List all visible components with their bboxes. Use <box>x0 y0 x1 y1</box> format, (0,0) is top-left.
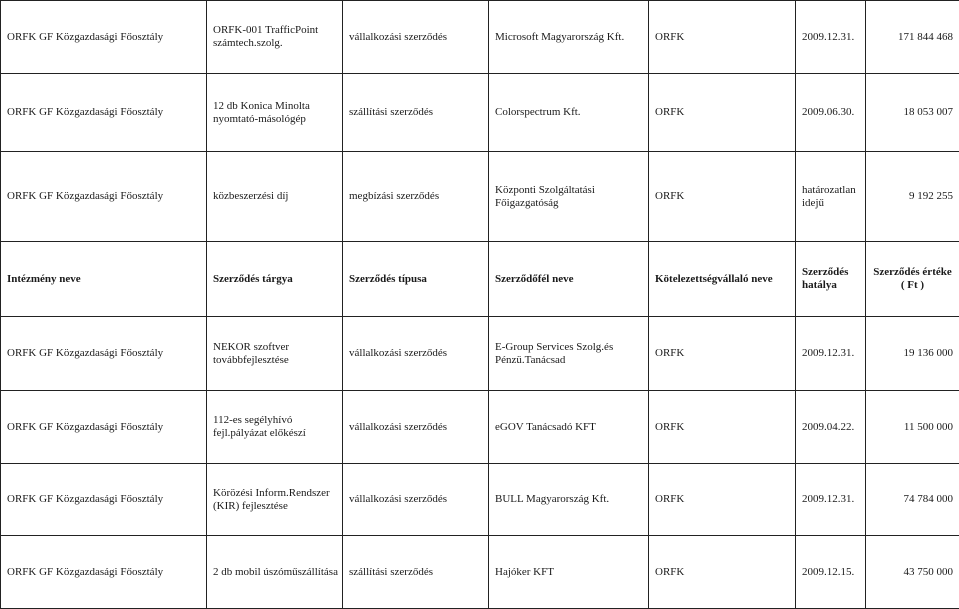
subject-cell: 112-es segélyhívó fejl.pályázat előkészí <box>207 391 343 464</box>
table-row <box>1 152 959 242</box>
table-header-row <box>1 242 959 317</box>
institution-cell: ORFK GF Közgazdasági Főosztály <box>1 317 207 391</box>
party-cell: Microsoft Magyarország Kft. <box>489 1 649 74</box>
value-cell: 43 750 000 <box>866 536 959 609</box>
value-cell: 171 844 468 <box>866 1 959 74</box>
institution-cell: ORFK GF Közgazdasági Főosztály <box>1 74 207 152</box>
party-cell: Központi Szolgáltatási Főigazgatóság <box>489 152 649 242</box>
header-obligor: Kötelezettségvállaló neve <box>649 242 796 317</box>
header-party: Szerződőfél neve <box>489 242 649 317</box>
contract-type-cell: vállalkozási szerződés <box>343 317 489 391</box>
validity-cell: 2009.12.31. <box>796 464 866 536</box>
value-cell: 18 053 007 <box>866 74 959 152</box>
contract-type-cell: vállalkozási szerződés <box>343 1 489 74</box>
obligor-cell: ORFK <box>649 74 796 152</box>
subject-cell: ORFK-001 TrafficPoint számtech.szolg. <box>207 1 343 74</box>
subject-cell: közbeszerzési díj <box>207 152 343 242</box>
validity-cell: 2009.04.22. <box>796 391 866 464</box>
institution-cell: ORFK GF Közgazdasági Főosztály <box>1 464 207 536</box>
contract-type-cell: szállítási szerződés <box>343 536 489 609</box>
contract-type-cell: vállalkozási szerződés <box>343 391 489 464</box>
validity-cell: 2009.12.31. <box>796 1 866 74</box>
obligor-cell: ORFK <box>649 464 796 536</box>
validity-cell: 2009.12.15. <box>796 536 866 609</box>
table-row <box>1 536 959 609</box>
validity-cell: határozatlan idejű <box>796 152 866 242</box>
header-institution: Intézmény neve <box>1 242 207 317</box>
institution-cell: ORFK GF Közgazdasági Főosztály <box>1 152 207 242</box>
value-cell: 74 784 000 <box>866 464 959 536</box>
subject-cell: Körözési Inform.Rendszer (KIR) fejlesztése <box>207 464 343 536</box>
party-cell: Hajóker KFT <box>489 536 649 609</box>
party-cell: Colorspectrum Kft. <box>489 74 649 152</box>
institution-cell: ORFK GF Közgazdasági Főosztály <box>1 391 207 464</box>
table-row <box>1 391 959 464</box>
institution-cell: ORFK GF Közgazdasági Főosztály <box>1 1 207 74</box>
header-value: Szerződés értéke ( Ft ) <box>866 242 959 317</box>
value-cell: 19 136 000 <box>866 317 959 391</box>
table-row <box>1 74 959 152</box>
table-row <box>1 464 959 536</box>
subject-cell: 12 db Konica Minolta nyomtató-másológép <box>207 74 343 152</box>
obligor-cell: ORFK <box>649 152 796 242</box>
header-contract-type: Szerződés típusa <box>343 242 489 317</box>
obligor-cell: ORFK <box>649 1 796 74</box>
obligor-cell: ORFK <box>649 317 796 391</box>
validity-cell: 2009.12.31. <box>796 317 866 391</box>
obligor-cell: ORFK <box>649 536 796 609</box>
value-cell: 9 192 255 <box>866 152 959 242</box>
header-subject: Szerződés tárgya <box>207 242 343 317</box>
validity-cell: 2009.06.30. <box>796 74 866 152</box>
value-cell: 11 500 000 <box>866 391 959 464</box>
subject-cell: 2 db mobil úszóműszállítása <box>207 536 343 609</box>
party-cell: BULL Magyarország Kft. <box>489 464 649 536</box>
table-row <box>1 1 959 74</box>
obligor-cell: ORFK <box>649 391 796 464</box>
subject-cell: NEKOR szoftver továbbfejlesztése <box>207 317 343 391</box>
contract-type-cell: vállalkozási szerződés <box>343 464 489 536</box>
party-cell: E-Group Services Szolg.és Pénzü.Tanácsad <box>489 317 649 391</box>
header-validity: Szerződés hatálya <box>796 242 866 317</box>
contract-type-cell: szállítási szerződés <box>343 74 489 152</box>
table-row <box>1 317 959 391</box>
institution-cell: ORFK GF Közgazdasági Főosztály <box>1 536 207 609</box>
contract-type-cell: megbízási szerződés <box>343 152 489 242</box>
party-cell: eGOV Tanácsadó KFT <box>489 391 649 464</box>
